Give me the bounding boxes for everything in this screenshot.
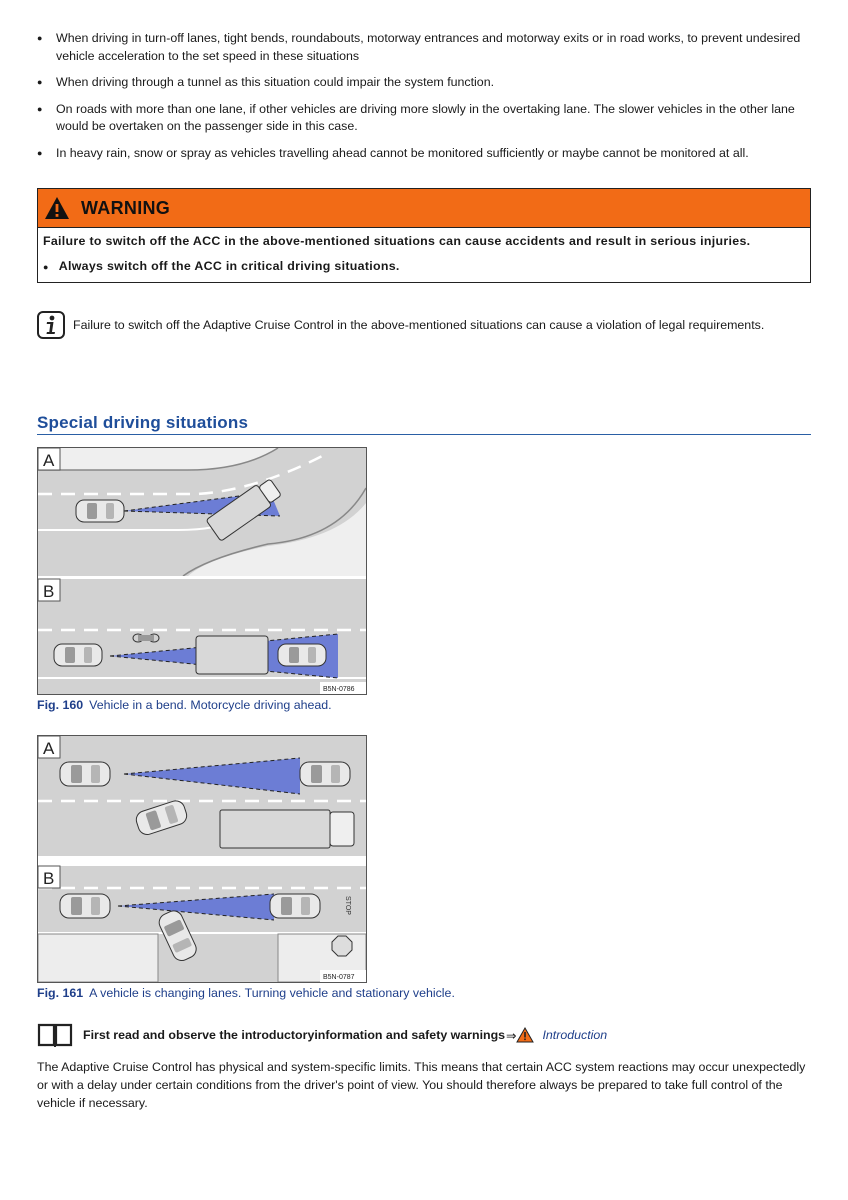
info-icon bbox=[37, 311, 65, 339]
panel-b-label: B bbox=[43, 869, 55, 888]
figure-160 bbox=[37, 447, 367, 695]
read-first-notice bbox=[37, 1022, 607, 1048]
figure-caption bbox=[37, 986, 455, 1000]
caption-text: Vehicle in a bend. Motorcycle driving ahead. bbox=[89, 698, 332, 712]
list-item: ● When driving in turn-off lanes, tight bends, roundabouts, motorway entrances and motorway exits or in road works, to prevent undesired vehicle acceleration to the set speed in these situations bbox=[37, 30, 812, 65]
section-heading: Special driving situations bbox=[37, 413, 811, 435]
figure-160-illustration bbox=[38, 448, 366, 694]
stop-line-label: STOP bbox=[344, 896, 351, 915]
warning-bullet: ● Always switch off the ACC in critical driving situations. bbox=[43, 259, 400, 273]
warning-header bbox=[38, 189, 810, 228]
list-item: ● In heavy rain, snow or spray as vehicles travelling ahead cannot be monitored sufficiently or maybe cannot be monitored at all. bbox=[37, 145, 812, 163]
body-paragraph: The Adaptive Cruise Control has physical and system-specific limits. This means that certain ACC system reactions may occur unexpectedly or with a delay under certain conditions from the driver's point of view. You should therefore always be prepared to take full control of the vehicle if necessary. bbox=[37, 1060, 806, 1110]
info-note-text: Failure to switch off the Adaptive Cruise Control in the above-mentioned situations can cause a violation of legal requirements. bbox=[73, 318, 765, 332]
warning-triangle-icon bbox=[44, 196, 70, 220]
list-item: ● When driving through a tunnel as this situation could impair the system function. bbox=[37, 74, 812, 92]
figure-number: Fig. 161 bbox=[37, 986, 84, 1000]
figure-code: B5N-0786 bbox=[323, 686, 355, 693]
info-note bbox=[37, 311, 764, 339]
warning-text: Failure to switch off the ACC in the above-mentioned situations can cause accidents and result in serious injuries. bbox=[43, 234, 751, 248]
panel-b-label: B bbox=[43, 582, 55, 601]
warning-triangle-icon bbox=[516, 1027, 534, 1043]
caption-text: A vehicle is changing lanes. Turning vehicle and stationary vehicle. bbox=[89, 986, 455, 1000]
figure-161-illustration bbox=[38, 736, 366, 982]
warning-box bbox=[37, 188, 811, 283]
warning-title: WARNING bbox=[81, 197, 171, 218]
book-icon bbox=[37, 1022, 73, 1048]
panel-a-label: A bbox=[43, 739, 55, 758]
figure-161 bbox=[37, 735, 367, 983]
stop-sign-icon bbox=[332, 936, 352, 956]
warning-bullet-text: Always switch off the ACC in critical driving situations. bbox=[58, 259, 400, 273]
situation-list bbox=[37, 30, 812, 171]
figure-caption bbox=[37, 698, 332, 712]
read-first-text: First read and observe the introductoryinformation and safety warnings bbox=[83, 1028, 506, 1042]
panel-a-label: A bbox=[43, 451, 55, 470]
list-item: ● On roads with more than one lane, if other vehicles are driving more slowly in the overtaking lane. The slower vehicles in the other lane would be overtaken on the passenger side in this case. bbox=[37, 101, 812, 136]
arrow-icon: ⇒ bbox=[506, 1028, 517, 1043]
figure-number: Fig. 160 bbox=[37, 698, 84, 712]
figure-code: B5N-0787 bbox=[323, 974, 355, 981]
introduction-link[interactable]: Introduction bbox=[542, 1028, 608, 1042]
